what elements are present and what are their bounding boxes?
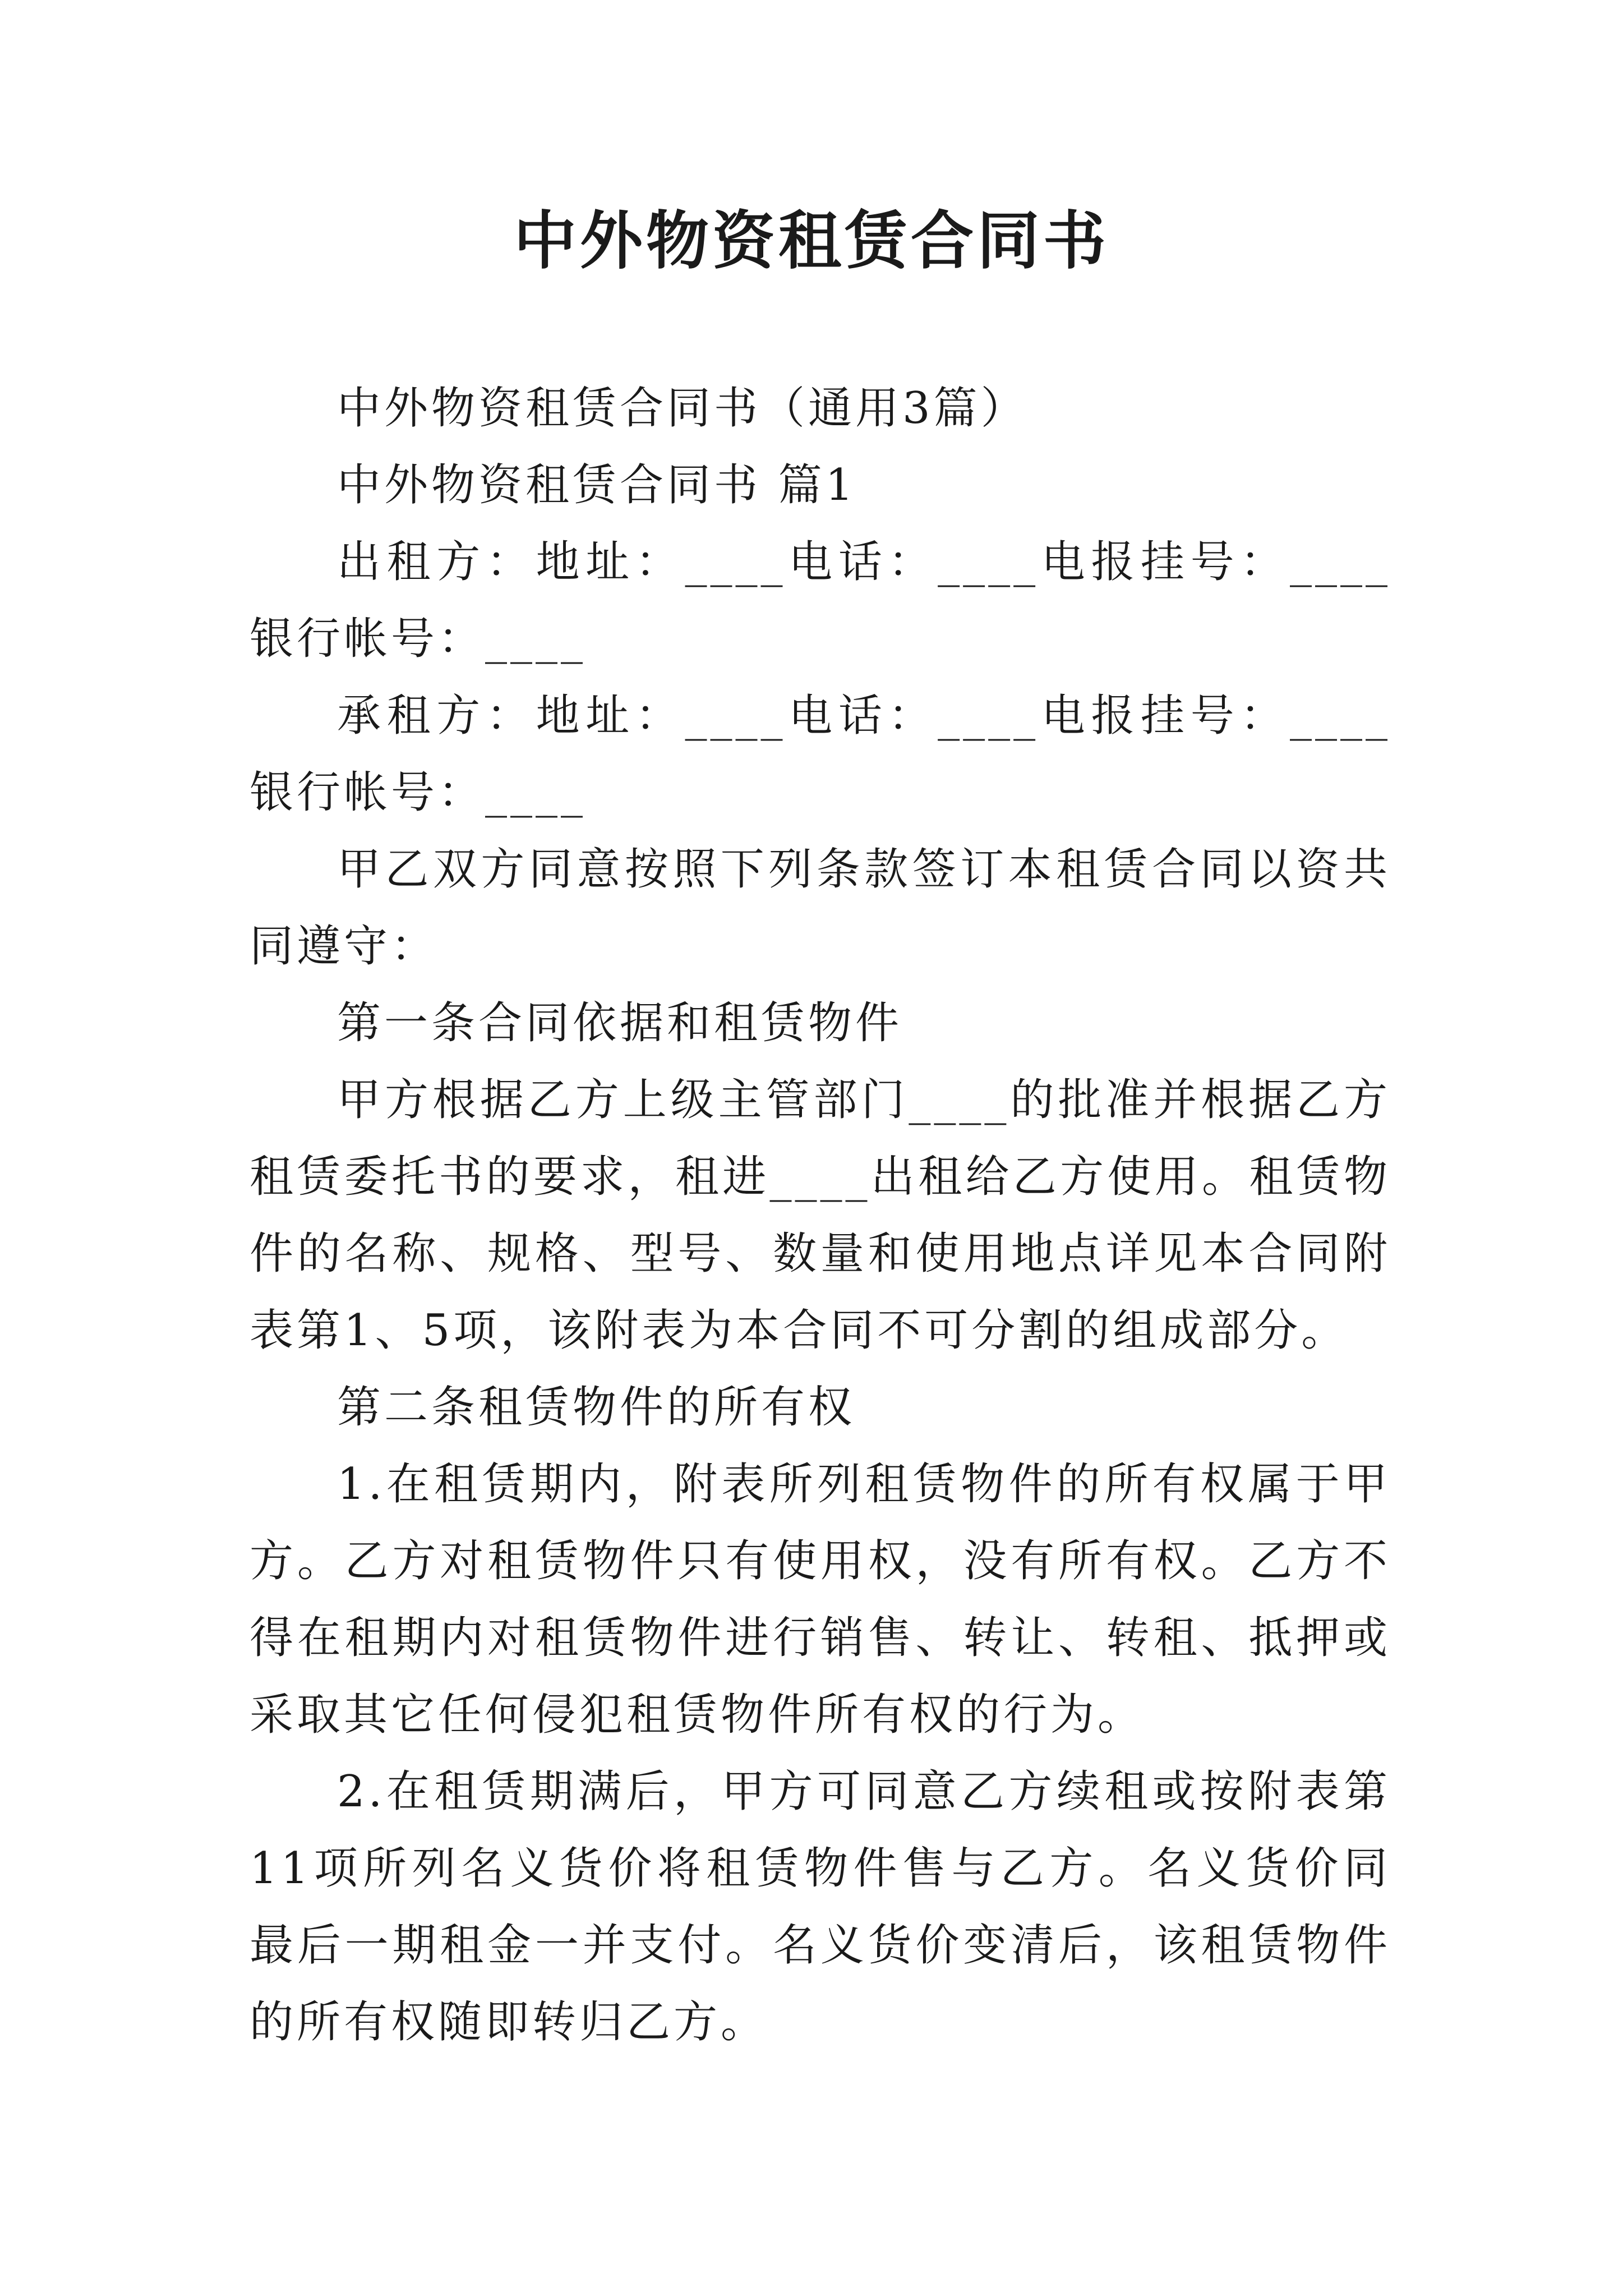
paragraph-agreement: 甲乙双方同意按照下列条款签订本租赁合同以资共同遵守： (250, 844, 1391, 972)
paragraph-section-heading: 中外物资租赁合同书 篇1 (337, 460, 857, 510)
paragraph-lessor-info: 出租方：地址：____电话：____电报挂号：____银行帐号：____ (250, 537, 1391, 664)
paragraph-article-2-item-2: 2.在租赁期满后，甲方可同意乙方续租或按附表第11项所列名义货价将租赁物件售与乙方。名义货价同最后一期租金一并支付。名义货价变清后，该租赁物件的所有权随即转归乙方。 (250, 1766, 1391, 2047)
paragraph-article-2-heading: 第二条租赁物件的所有权 (337, 1382, 856, 1433)
paragraph-lessee-info: 承租方：地址：____电话：____电报挂号：____银行帐号：____ (250, 691, 1391, 818)
document-title: 中外物资租赁合同书 (514, 204, 1109, 278)
paragraph-article-1-heading: 第一条合同依据和租赁物件 (337, 998, 903, 1048)
paragraph-article-1-body: 甲方根据乙方上级主管部门____的批准并根据乙方租赁委托书的要求，租进____出租给乙方使用。租赁物件的名称、规格、型号、数量和使用地点详见本合同附表第1、5项，该附表为本合同不可分割的组成部分。 (250, 1075, 1391, 1356)
paragraph-article-2-item-1: 1.在租赁期内，附表所列租赁物件的所有权属于甲方。乙方对租赁物件只有使用权，没有所有权。乙方不得在租期内对租赁物件进行销售、转让、转租、抵押或采取其它任何侵犯租赁物件所有权的行为。 (250, 1459, 1391, 1740)
document-body (250, 370, 1391, 2061)
paragraph-subtitle: 中外物资租赁合同书（通用3篇） (337, 383, 1028, 434)
